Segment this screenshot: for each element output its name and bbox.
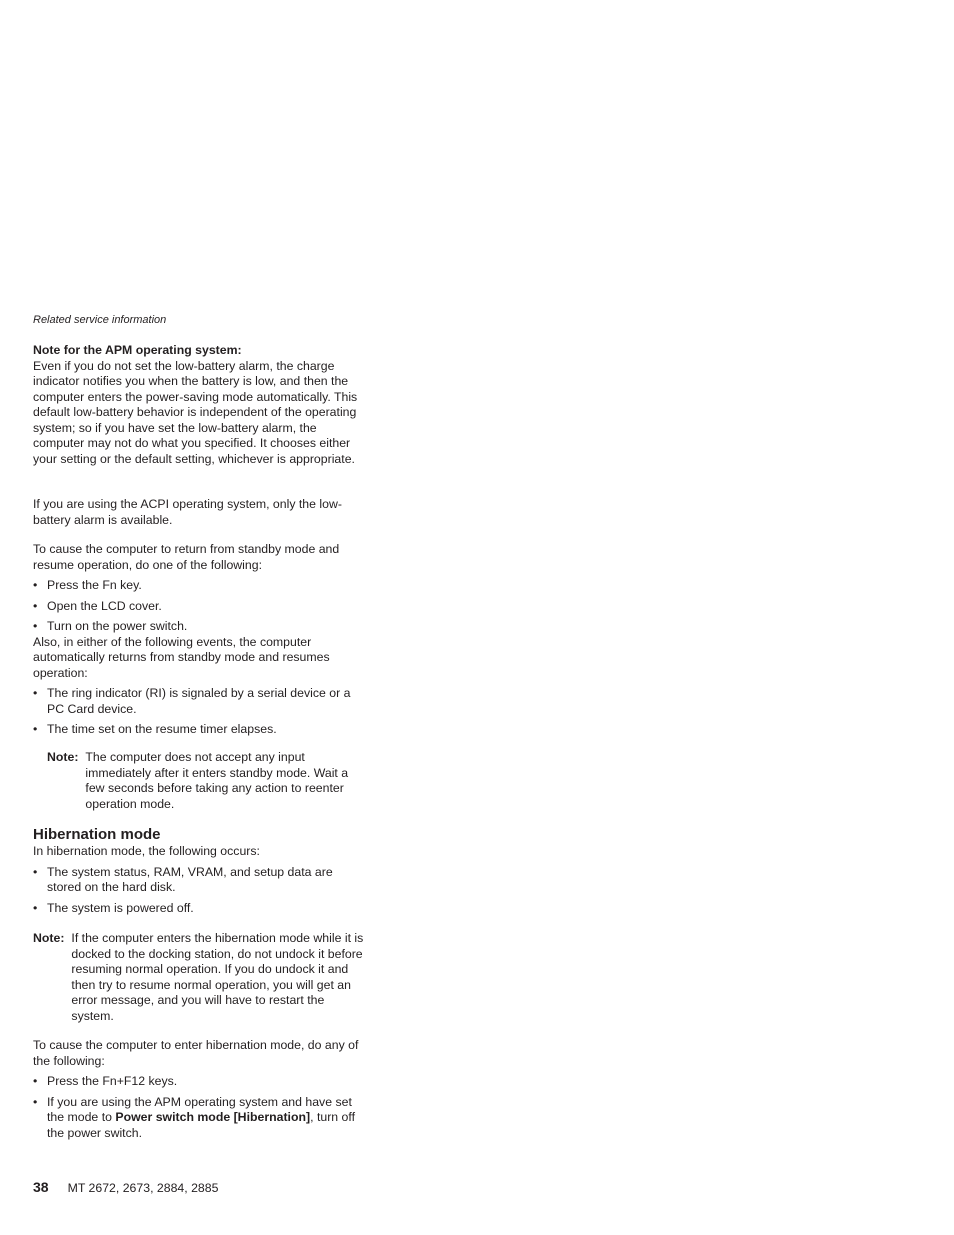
enter-hibernation-list [33,1074,368,1141]
hibernation-list [33,865,368,917]
auto-resume-list [33,686,368,738]
list-item: • If you are using the APM operating system and have set the mode to Power switch mode [Hibernation], turn off the power switch. [33,1094,355,1140]
enter-hibernation-section [33,1038,368,1141]
note-text: If the computer enters the hibernation mode while it is docked to the docking station, do not undock it before resuming normal operation. If you do undock it and then try to resume normal operation, you will get an error message, and you will have to restart the system. [71,931,364,1023]
note-label: Note: [47,750,79,764]
power-switch-mode-term: Power switch mode [Hibernation] [115,1110,311,1124]
list-item: • The ring indicator (RI) is signaled by a serial device or a PC Card device. [33,686,351,716]
apm-note-title: Note for the APM operating system: [33,343,242,357]
note-label: Note: [33,931,65,945]
standby-resume-list [33,578,368,635]
list-item: • The system status, RAM, VRAM, and setup data are stored on the hard disk. [33,864,333,894]
list-item: • Press the Fn+F12 keys. [33,1074,178,1088]
bullet: • [33,1074,38,1088]
list-item: • Open the LCD cover. [33,598,162,613]
bullet: • [33,686,38,700]
standby-note [47,750,368,812]
apm-note-body: Even if you do not set the low-battery alarm, the charge indicator notifies you when the battery is low, and then the computer enters the power-saving mode automatically. This default low-battery behavior is independent of the operating system; so if you have set the low-battery alarm, the computer may not do what you specified. It chooses either your setting or the default setting, whichever is appropriate. [33,358,358,466]
list-item: • The time set on the resume timer elapses. [33,722,277,736]
hibernation-heading: Hibernation mode [33,826,161,843]
bullet: • [33,1094,38,1109]
bullet: • [33,598,38,613]
list-item: • Turn on the power switch. [33,619,188,633]
note-text: The computer does not accept any input immediately after it enters standby mode. Wait a few seconds before taking any action to reenter operation mode. [85,750,349,811]
page-footer [33,1180,218,1196]
hibernation-section [33,826,368,916]
bullet: • [33,619,38,633]
bullet: • [33,578,38,592]
list-item: • The system is powered off. [33,900,194,915]
acpi-text: If you are using the ACPI operating system, only the low-battery alarm is available. [33,497,342,527]
enter-hibernation-intro: To cause the computer to enter hibernation mode, do any of the following: [33,1038,359,1068]
auto-resume-intro: Also, in either of the following events, the computer automatically returns from standby mode and resumes operation: [33,634,330,680]
bullet: • [33,722,38,736]
running-head: Related service information [33,314,167,326]
acpi-paragraph [33,497,368,528]
standby-resume-section [33,542,368,738]
apm-note-section [33,343,368,467]
bullet: • [33,900,38,915]
standby-resume-intro: To cause the computer to return from standby mode and resume operation, do one of the following: [33,542,340,572]
list-item: • Press the Fn key. [33,578,142,592]
machine-types: MT 2672, 2673, 2884, 2885 [67,1181,219,1195]
page-number: 38 [33,1179,49,1195]
hibernation-note [33,931,368,1024]
hibernation-intro: In hibernation mode, the following occurs: [33,844,260,858]
bullet: • [33,864,38,879]
